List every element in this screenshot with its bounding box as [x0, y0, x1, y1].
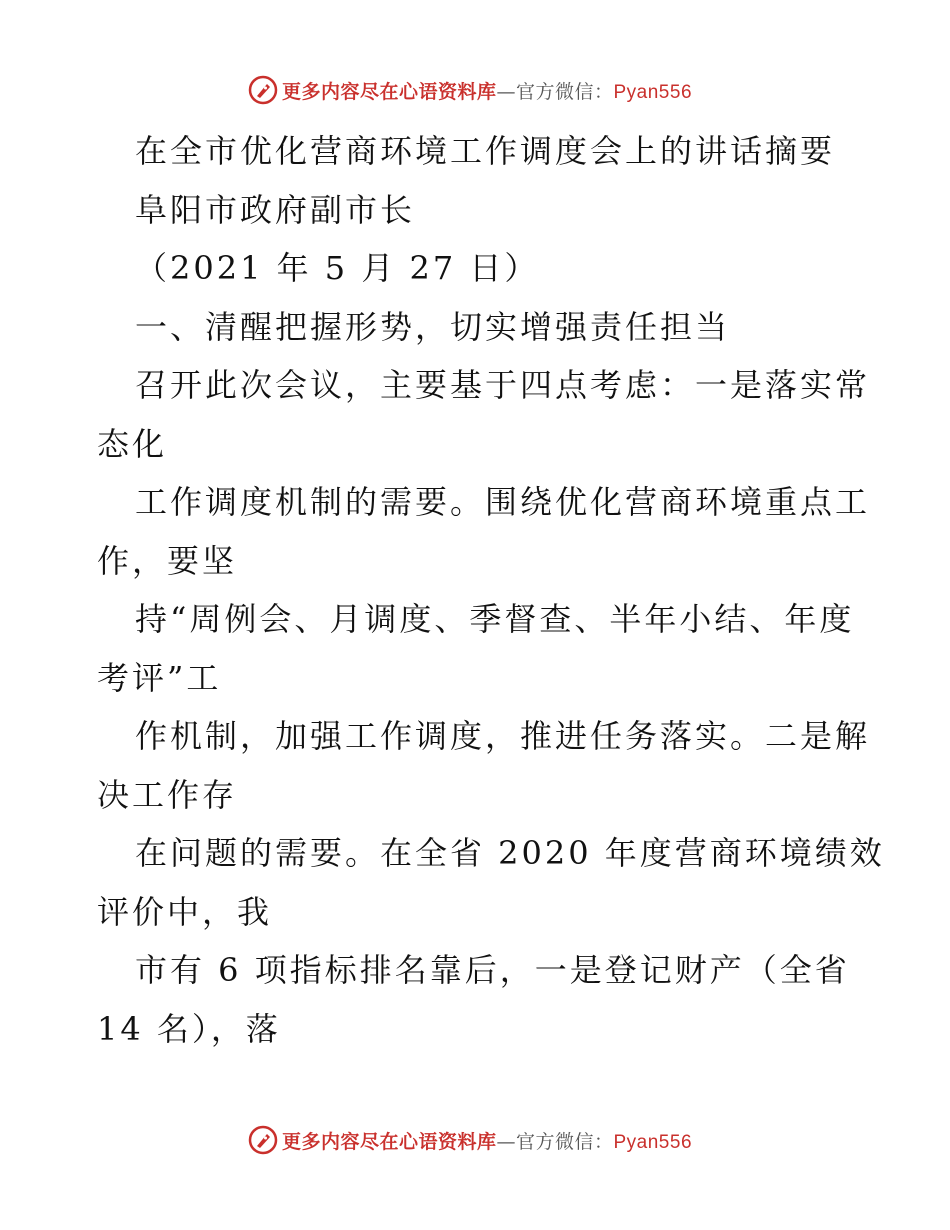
text-line: 作，要坚: [97, 541, 238, 580]
watermark-site: 更多内容尽在心语资料库: [281, 1130, 497, 1153]
header-watermark: [0, 70, 950, 110]
pen-nib-icon: [248, 75, 278, 105]
text-line: 阜阳市政府副市长: [135, 190, 416, 229]
watermark-group: [248, 75, 692, 105]
text-line: 一、清醒把握形势，切实增强责任担当: [135, 307, 731, 346]
text-line: 持“周例会、月调度、季督查、半年小结、年度: [135, 600, 855, 638]
text-line: （2021 年 5 月 27 日）: [135, 249, 540, 287]
text-line: 市有 6 项指标排名靠后，一是登记财产（全省: [135, 951, 850, 989]
text-line: 工作调度机制的需要。围绕优化营商环境重点工: [135, 483, 871, 521]
watermark-handle: Pyan556: [613, 81, 693, 103]
text-line: 在问题的需要。在全省 2020 年度营商环境绩效: [135, 834, 885, 872]
pen-nib-icon: [248, 1125, 278, 1155]
watermark-label: 官方微信：: [515, 80, 614, 103]
text-line: 作机制，加强工作调度，推进任务落实。二是解: [135, 717, 871, 755]
footer-watermark: [0, 1120, 950, 1160]
text-line: 召开此次会议，主要基于四点考虑：一是落实常: [135, 366, 871, 404]
text-line: 考评”工: [97, 658, 222, 697]
watermark-text: [282, 77, 692, 104]
text-line: 评价中，我: [97, 892, 273, 931]
document-body: [97, 122, 885, 1058]
text-line: 态化: [97, 424, 168, 463]
watermark-text: [282, 1127, 692, 1154]
watermark-separator: —: [496, 80, 516, 103]
text-line: 14 名），落: [97, 1009, 281, 1048]
watermark-site: 更多内容尽在心语资料库: [281, 80, 497, 103]
watermark-handle: Pyan556: [613, 1131, 693, 1153]
text-line: 在全市优化营商环境工作调度会上的讲话摘要: [135, 132, 836, 170]
text-line: 决工作存: [97, 775, 238, 814]
watermark-separator: —: [496, 1130, 516, 1153]
watermark-group: [248, 1125, 692, 1155]
watermark-label: 官方微信：: [515, 1130, 614, 1153]
